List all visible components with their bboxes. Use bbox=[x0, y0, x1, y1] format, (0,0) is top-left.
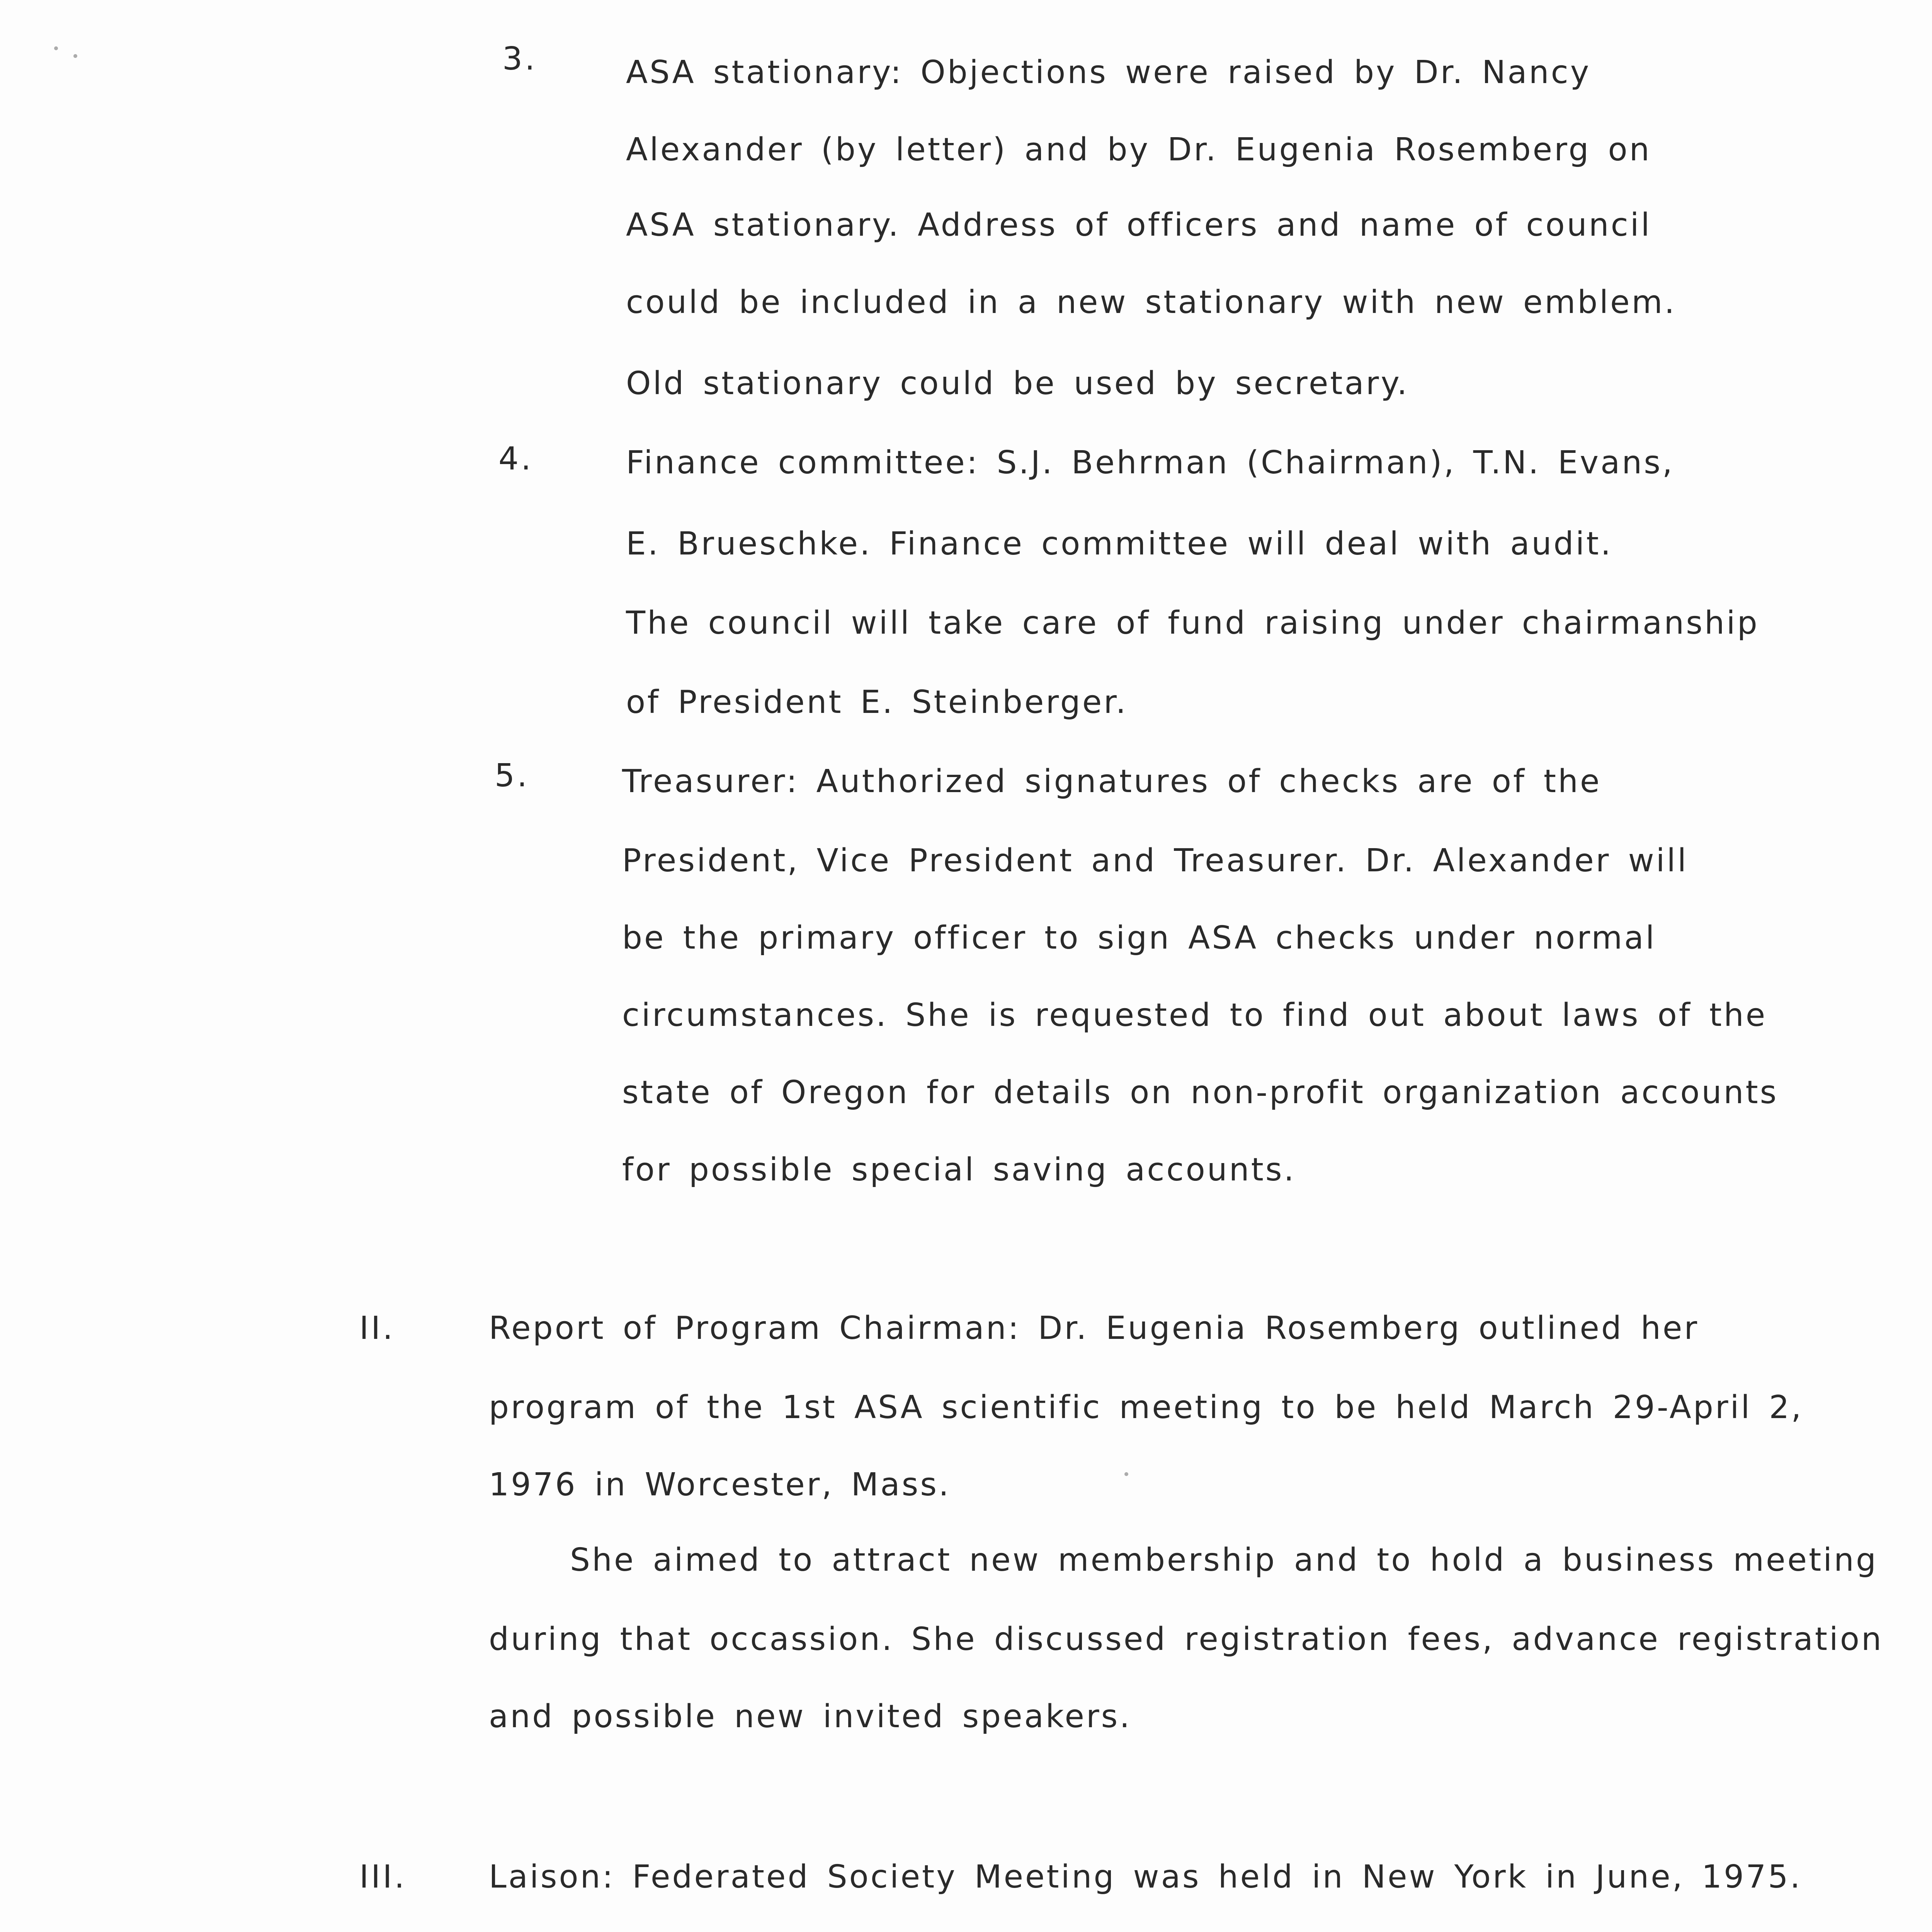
speck bbox=[1124, 1472, 1128, 1476]
section-line: during that occassion. She discussed registration fees, advance registration bbox=[489, 1621, 1883, 1658]
item-line: circumstances. She is requested to find out about laws of the bbox=[622, 997, 1767, 1034]
item-line: state of Oregon for details on non-profit organization accounts bbox=[622, 1074, 1779, 1111]
item-line: Treasurer: Authorized signatures of checks are of the bbox=[622, 763, 1602, 800]
item-line: The council will take care of fund raising under chairmanship bbox=[626, 605, 1759, 641]
section-line: and possible new invited speakers. bbox=[489, 1698, 1132, 1735]
item-line: E. Brueschke. Finance committee will deal with audit. bbox=[626, 526, 1613, 562]
section-line: program of the 1st ASA scientific meeting to be held March 29-April 2, bbox=[489, 1389, 1803, 1426]
item-number: 3. bbox=[502, 41, 537, 77]
item-line: could be included in a new stationary with new emblem. bbox=[626, 284, 1677, 321]
section-number: II. bbox=[359, 1310, 395, 1347]
item-line: Finance committee: S.J. Behrman (Chairman), T.N. Evans, bbox=[626, 444, 1674, 481]
section-line: 1976 in Worcester, Mass. bbox=[489, 1466, 951, 1503]
speck bbox=[54, 46, 58, 50]
item-line: Alexander (by letter) and by Dr. Eugenia Rosemberg on bbox=[626, 131, 1651, 168]
section-number: III. bbox=[359, 1859, 407, 1895]
item-number: 5. bbox=[495, 757, 530, 794]
item-line: ASA stationary. Address of officers and name of council bbox=[626, 207, 1652, 243]
section-line: Laison: Federated Society Meeting was held in New York in June, 1975. bbox=[489, 1859, 1802, 1895]
speck bbox=[73, 54, 77, 58]
item-line: ASA stationary: Objections were raised by Dr. Nancy bbox=[626, 54, 1591, 91]
item-line: President, Vice President and Treasurer. Dr. Alexander will bbox=[622, 842, 1688, 879]
item-line: for possible special saving accounts. bbox=[622, 1151, 1296, 1188]
section-line: Report of Program Chairman: Dr. Eugenia Rosemberg outlined her bbox=[489, 1310, 1699, 1347]
item-line: of President E. Steinberger. bbox=[626, 684, 1128, 721]
section-line: She aimed to attract new membership and to hold a business meeting bbox=[570, 1542, 1878, 1578]
item-line: be the primary officer to sign ASA checks under normal bbox=[622, 920, 1656, 956]
item-line: Old stationary could be used by secretary. bbox=[626, 365, 1409, 402]
item-number: 4. bbox=[498, 440, 534, 477]
